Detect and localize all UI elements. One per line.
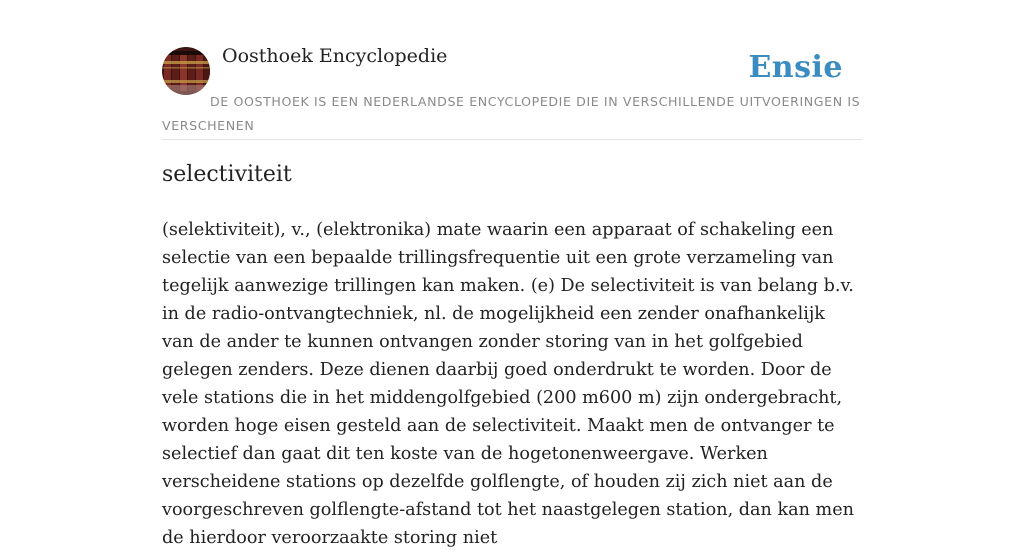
- encyclopedia-books-icon: [162, 47, 210, 95]
- entry-body: (selektiviteit), v., (elektronika) mate waarin een apparaat of schakeling een selectie van een bepaalde trillingsfrequentie uit een grote verzameling van tegelijk aanwezige trillingen kan maken. (e) De selectiviteit is van belang b.v. in de radio-ontvangtechniek, nl. de mogelijkheid een zender onafhankelijk van de ander te kunnen ontvangen zonder storing van in het golfgebied gelegen zenders. Deze dienen daarbij goed onderdrukt te worden. Door de vele stations die in het middengolfgebied (200 m600 m) zijn ondergebracht, worden hoge eisen gesteld aan de selectiviteit. Maakt men de ontvanger te selectief dan gaat dit ten koste van de hogetonenweergave. Werken verscheidene stations op dezelfde golflengte, of houden zij zich niet aan de voorgeschreven golflengte-afstand tot het naastgelegen station, dan kan men de hierdoor veroorzaakte storing niet: [162, 220, 854, 548]
- brand-logo-text[interactable]: Ensie: [748, 50, 843, 85]
- site-tagline: DE OOSTHOEK IS EEN NEDERLANDSE ENCYCLOPEDIE DIE IN VERSCHILLENDE UITVOERINGEN IS VERSCHENEN: [162, 94, 861, 133]
- logo-avatar[interactable]: [162, 47, 210, 95]
- entry-title: selectiviteit: [162, 162, 292, 187]
- site-title[interactable]: Oosthoek Encyclopedie: [222, 45, 448, 67]
- header-divider: [162, 139, 862, 140]
